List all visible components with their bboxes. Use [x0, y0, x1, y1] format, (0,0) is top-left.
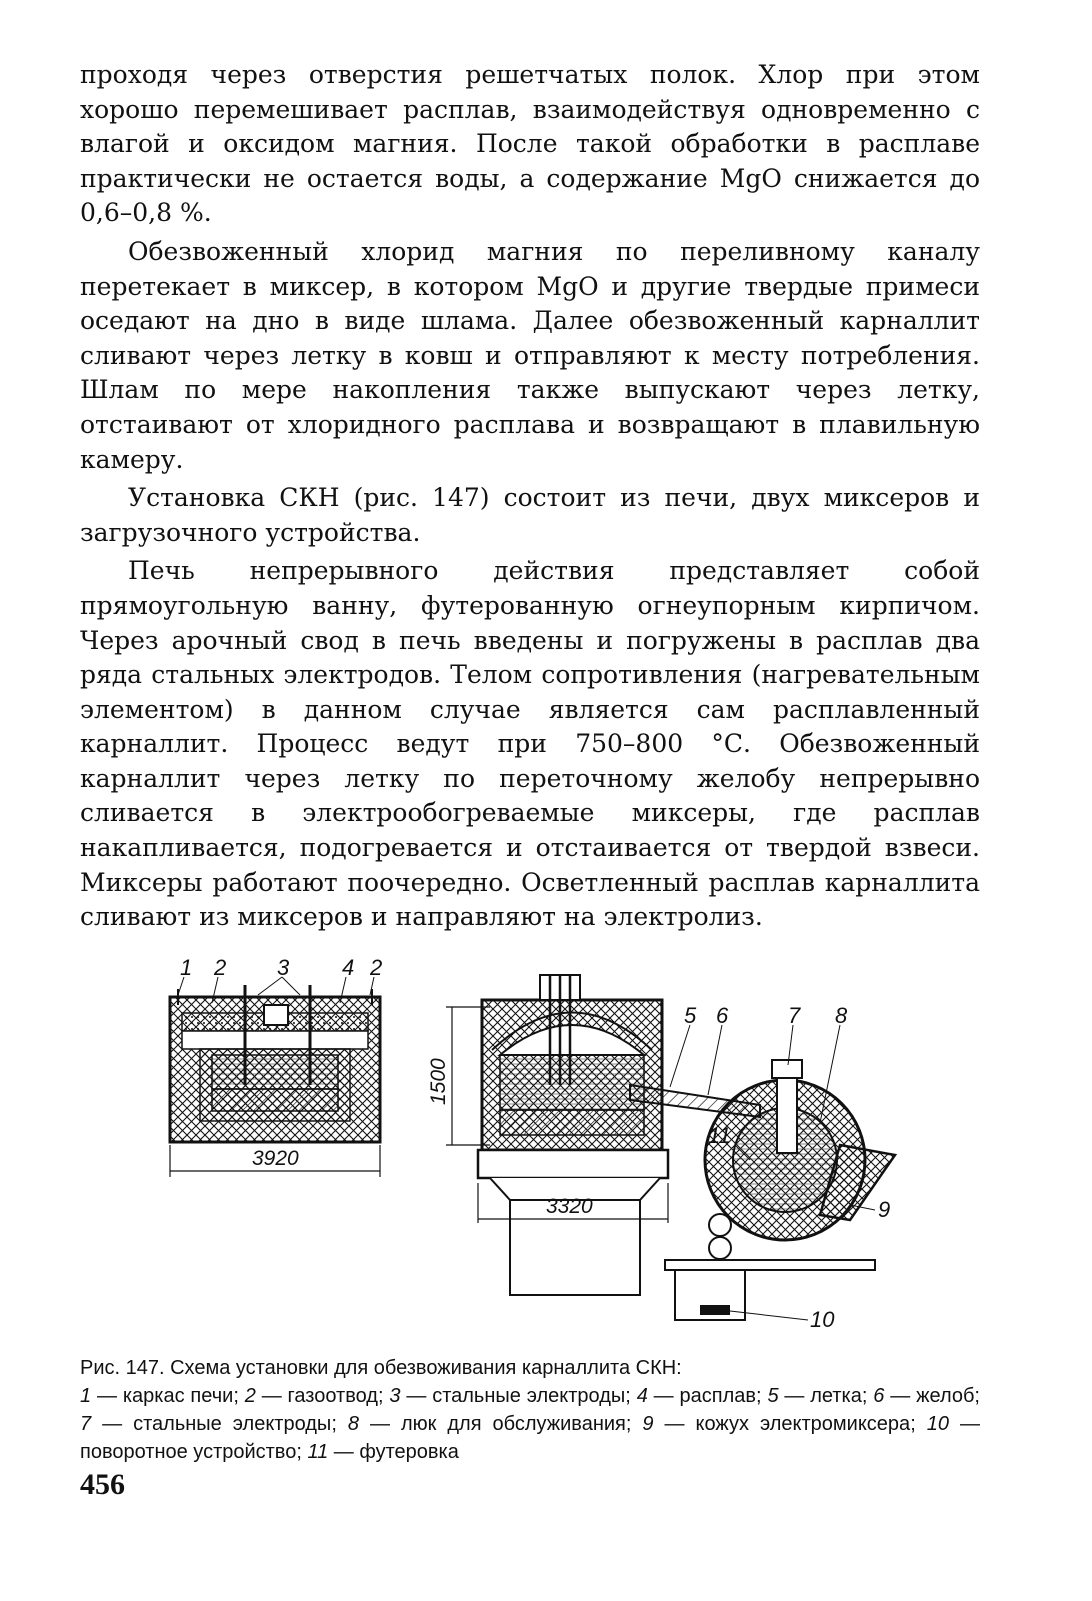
paragraph-1: проходя через отверстия решетчатых полок. Хлор при этом хорошо перемешивает расплав, взаимодействуя одновременно с влагой и оксидом магния. После такой обработки в расплаве практически не остается воды, а содержание MgO снижается до 0,6–0,8 %. — [80, 60, 980, 228]
dim-3320: 3320 — [546, 1195, 593, 1218]
body-text — [80, 58, 980, 939]
figure-caption — [80, 1354, 980, 1466]
legend-item: 11 — футеровка — [307, 1441, 459, 1463]
legend-item: 5 — летка; — [767, 1385, 874, 1407]
legend-item: 7 — стальные электроды; — [80, 1413, 348, 1435]
legend-item: 2 — газоотвод; — [244, 1385, 390, 1407]
caption-title: Рис. 147. Схема установки для обезвоживания карналлита СКН: — [80, 1357, 682, 1379]
label-8: 8 — [835, 1003, 848, 1028]
paragraph-2: Обезвоженный хлорид магния по переливному каналу перетекает в миксер, в котором MgO и другие твердые примеси оседают на дно в виде шлама. Далее обезвоженный карналлит сливают через летку в ковш и отправляют к месту потребления. Шлам по мере накопления также выпускают через летку, отстаивают от хлоридного расплава и возвращают в плавильную камеру. — [80, 236, 980, 474]
paragraph-3: Установка СКН (рис. 147) состоит из печи, двух миксеров и загрузочного устройства. — [80, 483, 980, 547]
label-7: 7 — [788, 1003, 801, 1028]
caption-legend — [80, 1382, 980, 1466]
label-1: 1 — [180, 955, 193, 980]
figure-147 — [160, 955, 900, 1350]
page-number: 456 — [80, 1468, 125, 1501]
legend-item: 4 — расплав; — [636, 1385, 768, 1407]
dim-1500: 1500 — [427, 1058, 450, 1105]
legend-item: 3 — стальные электроды; — [389, 1385, 637, 1407]
schematic-drawing — [160, 955, 900, 1350]
label-11: 11 — [708, 1123, 731, 1148]
legend-item: 6 — желоб; — [873, 1385, 980, 1407]
label-2b: 2 — [370, 955, 383, 980]
legend-item: 1 — каркас печи; — [80, 1385, 245, 1407]
furnace-cross-section — [170, 955, 382, 1177]
label-2a: 2 — [214, 955, 227, 980]
label-4: 4 — [342, 955, 355, 980]
dim-3920: 3920 — [252, 1147, 299, 1170]
label-9: 9 — [878, 1197, 891, 1222]
label-3: 3 — [277, 955, 290, 980]
electromixer — [665, 1003, 895, 1332]
legend-item: 10 — поворотное устройство; — [80, 1413, 980, 1463]
label-5: 5 — [684, 1003, 697, 1028]
label-10: 10 — [810, 1307, 835, 1332]
legend-item: 8 — люк для обслуживания; — [347, 1413, 643, 1435]
legend-item: 9 — кожух электромиксера; — [642, 1413, 927, 1435]
paragraph-4: Печь непрерывного действия представляет собой прямоугольную ванну, футерованную огнеупорным кирпичом. Через арочный свод в печь введены и погружены в расплав два ряда стальных электродов. Телом сопротивления (нагревательным элементом) в данном случае является сам расплавленный карналлит. Процесс ведут при 750–800 °С. Обезвоженный карналлит через летку по переточному желобу непрерывно сливается в электрообогреваемые миксеры, где расплав накапливается, подогревается и отстаивается от твердой взвеси. Миксеры работают поочередно. Осветленный расплав карналлита сливают из миксеров и направляют на электролиз. — [80, 556, 980, 932]
label-6: 6 — [716, 1003, 729, 1028]
